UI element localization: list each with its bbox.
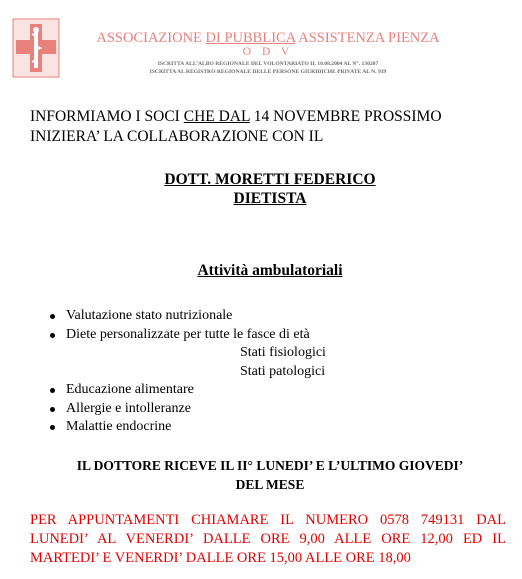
doctor-block xyxy=(0,170,522,208)
sub-item: Stati patologici xyxy=(240,363,326,379)
intro-line-1: INFORMIAMO I SOCI CHE DAL 14 NOVEMBRE PROSSIMO xyxy=(30,108,442,125)
intro-paragraph xyxy=(30,107,510,147)
doctor-name: DOTT. MORETTI FEDERICO xyxy=(164,171,376,188)
intro-line-2: INIZIERA’ LA COLLABORAZIONE CON IL xyxy=(30,128,324,145)
registry-line-1: ISCRITTA ALL’ALBO REGIONALE DEL VOLONTARIATO IL 10.08.2004 AL N°. 130207 xyxy=(157,61,379,67)
organization-name: ASSOCIAZIONE DI PUBBLICA ASSISTENZA PIENZA xyxy=(96,30,440,46)
notice-line-1: IL DOTTORE RICEVE IL II° LUNEDI’ E L’ULTIMO GIOVEDI’ xyxy=(76,458,464,473)
list-item: Educazione alimentare xyxy=(50,381,470,400)
red-cross-star-of-life-icon xyxy=(12,18,60,78)
registry-line-2: ISCRITTA AL REGISTRO REGIONALE DELLE PERSONE GIURIDICHE PRIVATE AL N. 939 xyxy=(149,69,387,75)
bullet-icon xyxy=(50,314,55,319)
doctor-role: DIETISTA xyxy=(233,190,307,207)
organization-type: O D V xyxy=(242,46,294,58)
list-item: Malattie endocrine xyxy=(50,418,470,437)
list-item: Diete personalizzate per tutte le fasce di età xyxy=(50,326,470,345)
list-item: Allergie e intolleranze xyxy=(50,400,470,419)
schedule-notice xyxy=(30,456,510,494)
bullet-icon xyxy=(50,407,55,412)
section-title: Attività ambulatoriali xyxy=(197,262,343,279)
appointment-info: PER APPUNTAMENTI CHIAMARE IL NUMERO 0578 749131 DAL LUNEDI’ AL VENERDI’ DALLE ORE 9,00 ALLE ORE 12,00 ED IL MARTEDI’ E VENERDI’ DALLE ORE 15,00 ALLE ORE 18,00 xyxy=(30,512,506,566)
letterhead xyxy=(0,0,522,90)
notice-line-2: DEL MESE xyxy=(235,477,305,492)
sub-item: Stati fisiologici xyxy=(240,345,326,360)
bullet-icon xyxy=(50,425,55,430)
activities-list xyxy=(50,307,470,437)
bullet-icon xyxy=(50,333,55,338)
bullet-icon xyxy=(50,388,55,393)
list-item: Valutazione stato nutrizionale xyxy=(50,307,470,326)
